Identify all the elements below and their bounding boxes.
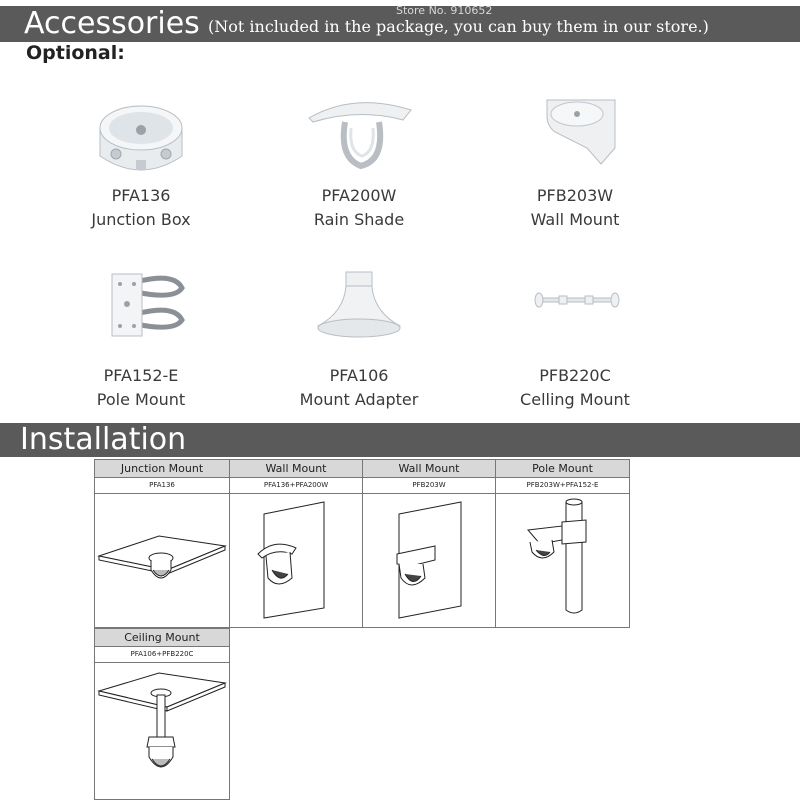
- accessory-name: Rain Shade: [313, 210, 405, 229]
- installation-header: [0, 423, 800, 457]
- installation-parts: PFB203W: [363, 478, 495, 494]
- accessories-title: Accessories: [24, 6, 200, 41]
- rain-shade-icon: [299, 88, 419, 184]
- accessory-name: Mount Adapter: [299, 390, 419, 409]
- installation-ceiling-mount: [94, 628, 230, 800]
- store-watermark: Store No. 910652: [396, 6, 493, 17]
- installation-title: Wall Mount: [230, 460, 362, 478]
- installation-title: Wall Mount: [363, 460, 495, 478]
- installation-parts: PFB203W+PFA152-E: [496, 478, 629, 494]
- accessory-code: PFB220C: [539, 366, 611, 385]
- junction-box-icon: [86, 88, 196, 184]
- pole-mount-icon: [86, 268, 196, 364]
- installation-title: Ceiling Mount: [95, 629, 229, 647]
- installation-title: Pole Mount: [496, 460, 629, 478]
- installation-title: Junction Mount: [95, 460, 229, 478]
- installation-parts: PFA106+PFB220C: [95, 647, 229, 663]
- accessory-pole-mount: [56, 268, 226, 412]
- installation-title: Installation: [20, 423, 187, 457]
- ceiling-mount-illustration: [95, 663, 229, 801]
- accessory-junction-box: [56, 88, 226, 232]
- installation-pole-mount: [495, 459, 630, 628]
- accessory-name: Pole Mount: [96, 390, 186, 409]
- accessory-code: PFA136: [111, 186, 171, 205]
- wall-mount-bracket-illustration: [363, 494, 495, 628]
- accessory-code: PFA200W: [321, 186, 397, 205]
- accessories-note: (Not included in the package, you can buy them in our store.): [208, 17, 709, 36]
- wall-mount-icon: [515, 88, 635, 184]
- accessory-rain-shade: [274, 88, 444, 232]
- accessory-mount-adapter: [274, 268, 444, 412]
- mount-adapter-icon: [304, 268, 414, 364]
- installation-parts: PFA136+PFA200W: [230, 478, 362, 494]
- pole-mount-illustration: [496, 494, 629, 628]
- installation-junction-mount: [94, 459, 230, 628]
- accessory-code: PFA152-E: [103, 366, 179, 385]
- ceiling-mount-icon: [515, 268, 635, 364]
- installation-wall-mount: [362, 459, 496, 628]
- accessory-code: PFB203W: [536, 186, 614, 205]
- wall-mount-rain-shade-illustration: [230, 494, 362, 628]
- accessory-code: PFA106: [329, 366, 389, 385]
- junction-mount-illustration: [95, 494, 229, 628]
- installation-wall-mount-rain-shade: [229, 459, 363, 628]
- accessory-name: Wall Mount: [530, 210, 620, 229]
- accessory-wall-mount: [490, 88, 660, 232]
- accessories-header: [0, 6, 800, 42]
- accessory-name: Celling Mount: [520, 390, 630, 409]
- accessory-ceiling-mount: [490, 268, 660, 412]
- installation-parts: PFA136: [95, 478, 229, 494]
- accessory-name: Junction Box: [91, 210, 191, 229]
- optional-label: Optional:: [26, 42, 125, 64]
